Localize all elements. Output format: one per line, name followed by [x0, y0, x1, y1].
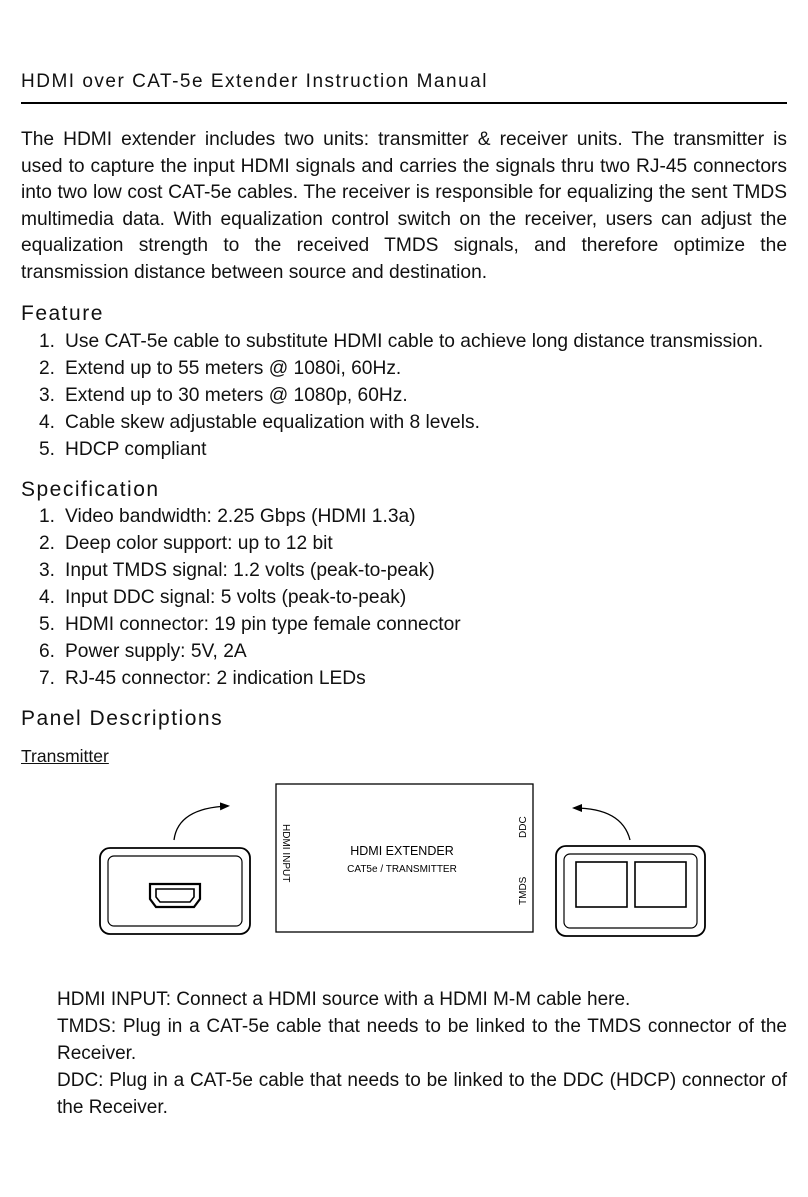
list-item-number: 7. — [39, 668, 56, 689]
port-description — [57, 1013, 787, 1067]
specification-list — [39, 503, 461, 692]
device-title: HDMI EXTENDER — [350, 844, 454, 858]
list-item-number: 1. — [39, 331, 56, 352]
feature-list — [39, 328, 763, 463]
list-item-number: 3. — [39, 560, 56, 581]
list-item-text: Cable skew adjustable equalization with 8 levels. — [65, 412, 480, 433]
port-description-text: : Plug in a CAT-5e cable that needs to be linked to the DDC (HDCP) connector of the Receiver. — [57, 1070, 787, 1118]
feature-heading: Feature — [21, 302, 104, 325]
list-item-number: 6. — [39, 641, 56, 662]
tmds-label: TMDS — [518, 876, 529, 905]
port-description-term: HDMI INPUT — [57, 989, 166, 1010]
list-item — [39, 665, 461, 692]
panel-descriptions-heading: Panel Descriptions — [21, 707, 224, 730]
page-title: HDMI over CAT-5e Extender Instruction Manual — [21, 71, 787, 104]
list-item — [39, 382, 763, 409]
list-item-text: Deep color support: up to 12 bit — [65, 533, 333, 554]
list-item — [39, 584, 461, 611]
list-item — [39, 436, 763, 463]
list-item-text: Input DDC signal: 5 volts (peak-to-peak) — [65, 587, 407, 608]
hdmi-input-panel — [100, 848, 250, 934]
list-item-number: 5. — [39, 614, 56, 635]
list-item — [39, 557, 461, 584]
port-description-term: TMDS — [57, 1016, 111, 1037]
list-item-number: 2. — [39, 358, 56, 379]
transmitter-panel-diagram — [90, 778, 730, 948]
port-description — [57, 1067, 787, 1121]
list-item-text: RJ-45 connector: 2 indication LEDs — [65, 668, 366, 689]
hdmi-input-label: HDMI INPUT — [280, 824, 291, 883]
list-item — [39, 611, 461, 638]
ddc-rj45-port-icon — [576, 862, 627, 907]
list-item-text: Power supply: 5V, 2A — [65, 641, 247, 662]
list-item-text: Extend up to 30 meters @ 1080p, 60Hz. — [65, 385, 408, 406]
ddc-label: DDC — [518, 816, 529, 838]
port-description — [57, 986, 787, 1013]
transmitter-subheading: Transmitter — [21, 746, 109, 766]
left-arrow-icon — [174, 806, 228, 840]
list-item-text: Video bandwidth: 2.25 Gbps (HDMI 1.3a) — [65, 506, 416, 527]
list-item-number: 5. — [39, 439, 56, 460]
list-item-number: 3. — [39, 385, 56, 406]
port-descriptions — [57, 986, 787, 1121]
port-description-text: : Connect a HDMI source with a HDMI M-M cable here. — [165, 989, 631, 1010]
list-item-text: Extend up to 55 meters @ 1080i, 60Hz. — [65, 358, 402, 379]
specification-heading: Specification — [21, 478, 160, 501]
tmds-rj45-port-icon — [635, 862, 686, 907]
rj45-panel — [556, 846, 705, 936]
list-item-text: HDMI connector: 19 pin type female connector — [65, 614, 461, 635]
list-item-text: HDCP compliant — [65, 439, 207, 460]
list-item — [39, 355, 763, 382]
list-item — [39, 409, 763, 436]
list-item — [39, 328, 763, 355]
hdmi-port-icon — [150, 884, 200, 907]
intro-paragraph: The HDMI extender includes two units: transmitter & receiver units. The transmitter is used to capture the input HDMI signals and carries the signals thru two RJ-45 connectors into two low cost CAT-5e cables. The receiver is responsible for equalizing the sent TMDS multimedia data. With equalization control switch on the receiver, users can adjust the equalization strength to the received TMDS signals, and therefore optimize the transmission distance between source and destination. — [21, 129, 787, 283]
list-item-number: 4. — [39, 587, 56, 608]
list-item — [39, 503, 461, 530]
list-item-text: Input TMDS signal: 1.2 volts (peak-to-peak) — [65, 560, 435, 581]
device-subtitle: CAT5e / TRANSMITTER — [347, 864, 457, 875]
list-item — [39, 530, 461, 557]
list-item — [39, 638, 461, 665]
right-arrow-icon — [574, 808, 630, 840]
port-description-term: DDC — [57, 1070, 99, 1091]
list-item-number: 1. — [39, 506, 56, 527]
port-description-text: : Plug in a CAT-5e cable that needs to be linked to the TMDS connector of the Receiver. — [57, 1016, 787, 1064]
list-item-number: 2. — [39, 533, 56, 554]
list-item-number: 4. — [39, 412, 56, 433]
list-item-text: Use CAT-5e cable to substitute HDMI cable to achieve long distance transmission. — [65, 331, 764, 352]
transmitter-device — [276, 784, 533, 932]
